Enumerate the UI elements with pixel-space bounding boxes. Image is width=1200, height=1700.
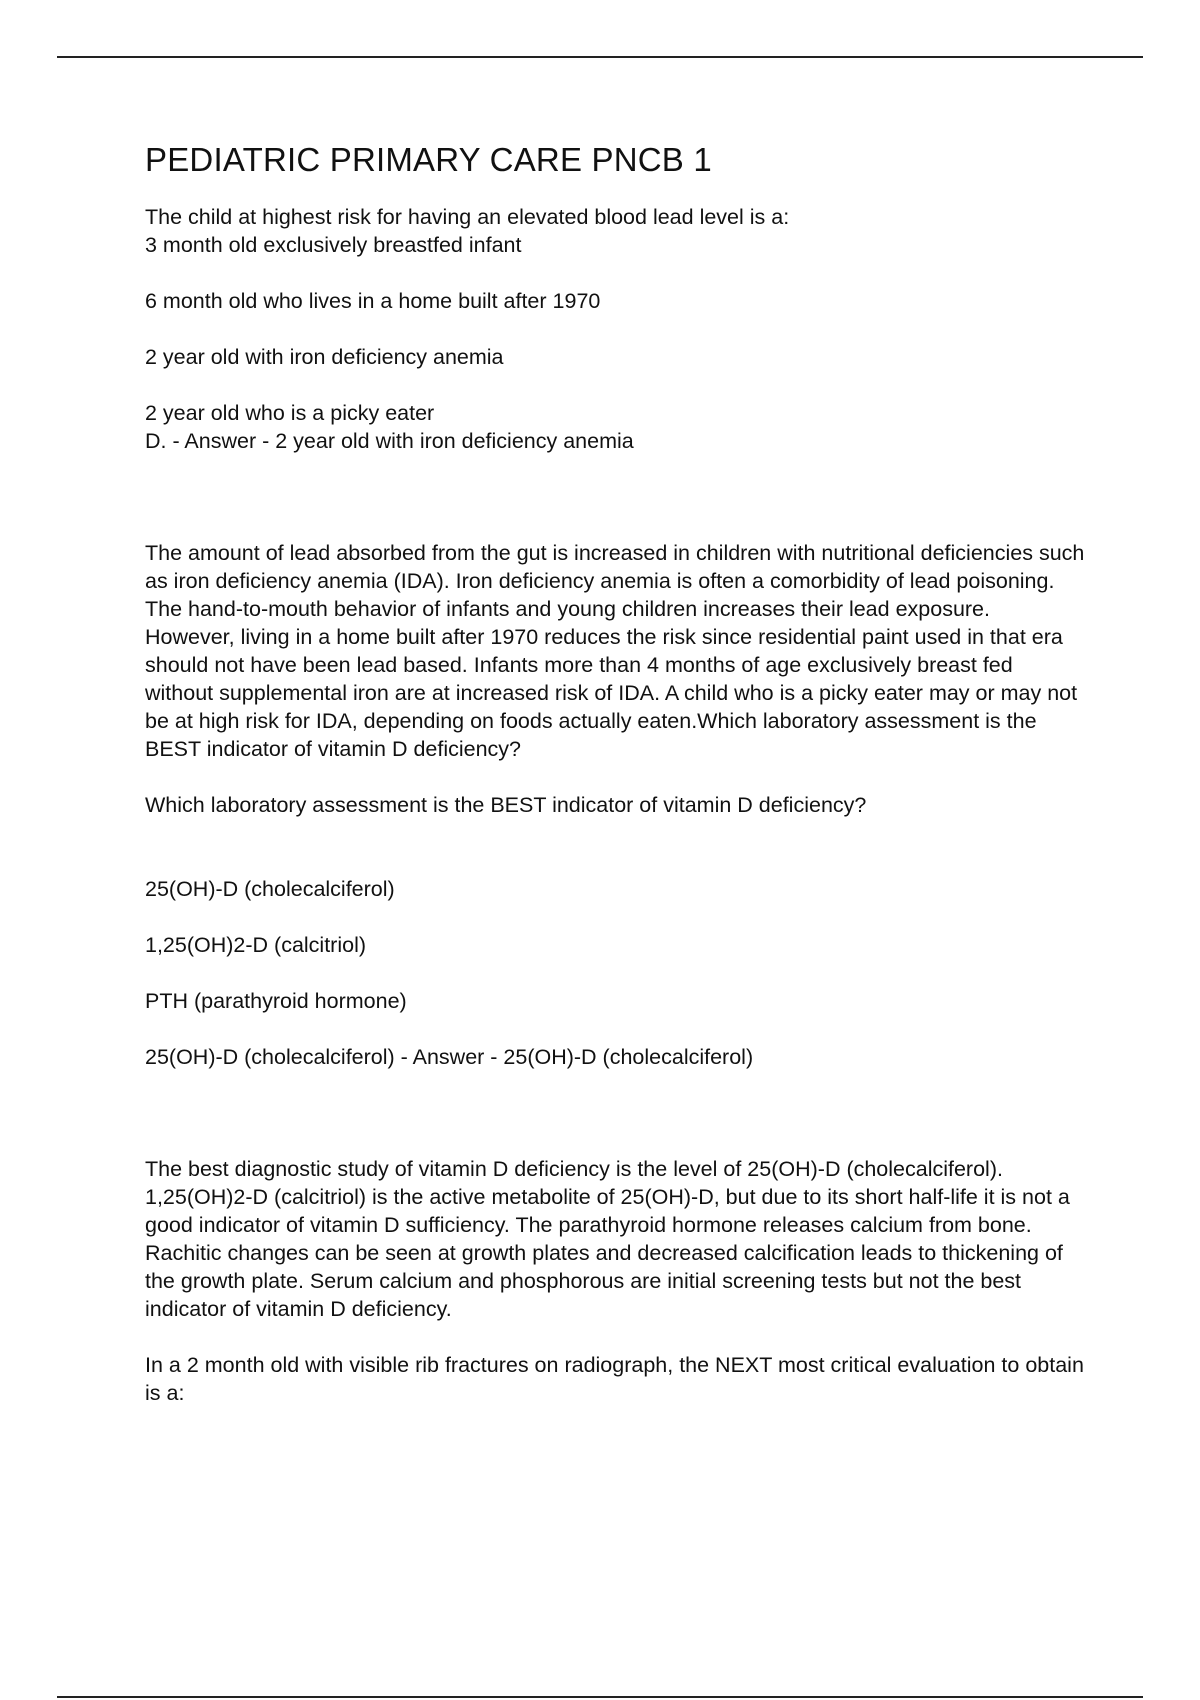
document-title: PEDIATRIC PRIMARY CARE PNCB 1	[145, 141, 712, 178]
q2-stem: Which laboratory assessment is the BEST indicator of vitamin D deficiency?	[145, 793, 867, 817]
q2-option-a: 25(OH)-D (cholecalciferol)	[145, 877, 395, 901]
q1-rationale: The amount of lead absorbed from the gut is increased in children with nutritional deficiencies such as iron deficiency anemia (IDA). Iron deficiency anemia is often a comorbidity of lead poisoning. The hand-to-mouth behavior of infants and young children increases their lead exposure. However, living in a home built after 1970 reduces the risk since residential paint used in that era should not have been lead based. Infants more than 4 months of age exclusively breast fed without supplemental iron are at increased risk of IDA. A child who is a picky eater may or may not be at high risk for IDA, depending on foods actually eaten.Which laboratory assessment is the BEST indicator of vitamin D deficiency?	[145, 541, 1085, 761]
q1-option-b: 6 month old who lives in a home built after 1970	[145, 289, 601, 313]
q3-stem: In a 2 month old with visible rib fractures on radiograph, the NEXT most critical evaluation to obtain is a:	[145, 1353, 1084, 1405]
q2-option-c: PTH (parathyroid hormone)	[145, 989, 407, 1013]
q1-option-d: 2 year old who is a picky eater	[145, 401, 435, 425]
document-body	[145, 140, 1095, 1407]
q1-option-c: 2 year old with iron deficiency anemia	[145, 345, 504, 369]
q2-option-b: 1,25(OH)2-D (calcitriol)	[145, 933, 367, 957]
top-rule	[57, 56, 1143, 58]
q2-rationale: The best diagnostic study of vitamin D deficiency is the level of 25(OH)-D (cholecalciferol). 1,25(OH)2-D (calcitriol) is the active metabolite of 25(OH)-D, but due to its short half-life it is not a good indicator of vitamin D sufficiency. The parathyroid hormone releases calcium from bone. Rachitic changes can be seen at growth plates and decreased calcification leads to thickening of the growth plate. Serum calcium and phosphorous are initial screening tests but not the best indicator of vitamin D deficiency.	[145, 1157, 1070, 1321]
q1-stem: The child at highest risk for having an elevated blood lead level is a:	[145, 205, 790, 229]
q2-answer: 25(OH)-D (cholecalciferol) - Answer - 25(OH)-D (cholecalciferol)	[145, 1045, 754, 1069]
q1-option-a: 3 month old exclusively breastfed infant	[145, 233, 522, 257]
q1-answer: D. - Answer - 2 year old with iron deficiency anemia	[145, 429, 634, 453]
bottom-rule	[57, 1696, 1143, 1698]
